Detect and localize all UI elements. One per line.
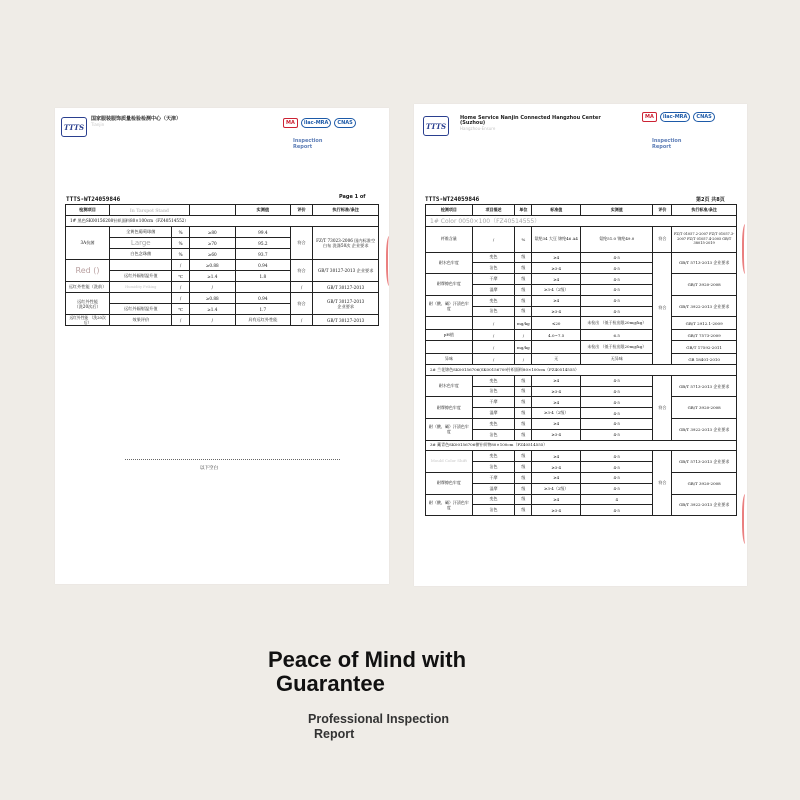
row-unit: 级 (515, 284, 532, 295)
row-item: 远红外性能（洗前） (66, 282, 110, 293)
col-header: 实测值 (235, 205, 290, 216)
row-unit: % (172, 227, 189, 238)
row-unit: 级 (515, 386, 532, 397)
stamp-line-1: Inspection (293, 138, 323, 144)
table-row (426, 341, 737, 354)
org-subtitle: Hangzhou-Ensure (460, 126, 496, 131)
row-unit: % (172, 238, 189, 249)
row-unit: 级 (515, 462, 532, 473)
row-val: 未检出 （低于检出限20mg/kg） (581, 317, 653, 330)
row-req: ≥80 (189, 227, 235, 238)
table-row (66, 315, 379, 326)
table-row (426, 397, 737, 408)
row-sub: 变色 (472, 418, 515, 429)
row-req: 4.0~7.5 (532, 330, 581, 341)
row-req: ≥4 (532, 397, 581, 408)
col-header: 项目描述 (472, 205, 515, 216)
row-item (426, 341, 473, 354)
row-sub: 干摩 (472, 472, 515, 483)
row-req: ≥0.88 (189, 293, 235, 304)
row-std: GB 18401-2010 (672, 354, 737, 365)
col-header: 执行标准/条注 (313, 205, 379, 216)
row-unit: 级 (515, 274, 532, 285)
row-unit: / (172, 315, 189, 326)
row-req: / (189, 315, 235, 326)
row-sub: 湿摩 (472, 408, 515, 419)
inspection-report-page-1 (55, 108, 389, 584)
row-eval: 符合 (653, 451, 672, 516)
subheadline-line-2: Report (314, 727, 355, 741)
row-std: FZ/T 73023-2006 国内标准空白布 洗涤50次 企业要求 (313, 227, 379, 260)
org-header (91, 117, 231, 127)
certification-marks (642, 112, 715, 122)
org-name: 国家服装服饰质量检验检测中心（天津） (91, 116, 182, 122)
row-std: GB/T 30127-2013 (326, 298, 365, 304)
row-val: 4-5 (581, 306, 653, 317)
row-req: ≥60 (189, 249, 235, 260)
row-req: ≤20 (532, 317, 581, 330)
table-end-divider (125, 459, 340, 460)
ttts-logo: TTTS (61, 117, 87, 137)
table-row (66, 293, 379, 304)
row-sub: Large (110, 238, 172, 249)
row-unit: / (515, 330, 532, 341)
section-row (426, 440, 737, 451)
row-std: GB/T 3922-2013 企业要求 (672, 295, 737, 317)
row-unit: % (172, 249, 189, 260)
row-unit: 级 (515, 263, 532, 274)
row-sub: 沾色 (472, 462, 515, 473)
row-std: 企业要求 (337, 303, 355, 309)
row-val: 99.4 (235, 227, 290, 238)
section-label: 2# 兰花锦色SK00156706(SK00156709针织面料80×100cm（FZ40514555） (426, 364, 737, 375)
row-item: 耐（酸、碱）汗渍色牢度 (426, 418, 473, 440)
row-sub: 沾色 (472, 306, 515, 317)
row-req: ≥3-4 (532, 429, 581, 440)
page-indicator: 第2页 共8页 (696, 197, 725, 203)
row-unit: / (515, 354, 532, 365)
row-sub (110, 260, 172, 271)
row-item: 耐（酸、碱）汗渍色牢度 (426, 494, 473, 516)
row-val: 4-5 (581, 462, 653, 473)
row-std: GB/T 5713-2013 企业要求 (672, 252, 737, 274)
row-sub: / (472, 226, 515, 252)
row-req: ≥4 (532, 472, 581, 483)
stamp-line-2: Report (293, 144, 313, 150)
row-std: GB/T 30127-2013 企业要求 (313, 260, 379, 282)
section-row (426, 364, 737, 375)
inspection-table (65, 204, 379, 326)
row-sub: 干摩 (472, 274, 515, 285)
row-sub: 白色念珠菌 (110, 249, 172, 260)
end-note: 以下空白 (200, 466, 218, 471)
row-unit: / (172, 260, 189, 271)
row-req: ≥3-4 (532, 263, 581, 274)
row-req: ≥4 (532, 252, 581, 263)
row-item: 远红外性能 （洗20次后） (66, 315, 110, 326)
row-unit: % (515, 226, 532, 252)
headline-line-2: Guarantee (276, 671, 385, 696)
row-std: GB/T 30127-2013 (313, 315, 379, 326)
cnas-cert-icon: CNAS (334, 118, 355, 128)
row-val (235, 282, 290, 293)
row-val: 未检出 （低于检出限20mg/kg） (581, 341, 653, 354)
row-unit: 级 (515, 429, 532, 440)
row-std: GB/T 3922-2013 企业要求 (672, 494, 737, 516)
row-req: ≥4 (532, 451, 581, 462)
row-item: 耐摩擦色牢度 (426, 472, 473, 494)
row-unit: mg/kg (515, 317, 532, 330)
row-val: 1.8 (235, 271, 290, 282)
row-item: 远红外性能 (77, 298, 99, 304)
row-req: ≥0.88 (189, 260, 235, 271)
row-std: GB/T 7573-2009 (672, 330, 737, 341)
row-req: / (189, 282, 235, 293)
table-row (426, 330, 737, 341)
row-eval: / (290, 282, 313, 293)
org-english: Tianjin (91, 122, 105, 127)
row-val: 具有远红外性能 (235, 315, 290, 326)
row-unit: 级 (515, 252, 532, 263)
row-val: 4-5 (581, 451, 653, 462)
row-eval: 符合 (290, 227, 313, 260)
row-req: ≥4 (532, 494, 581, 505)
row-sub: 干摩 (472, 397, 515, 408)
row-sub: 湿摩 (472, 483, 515, 494)
col-header: 执行标准/条注 (672, 205, 737, 216)
row-sub: 沾色 (472, 386, 515, 397)
col-header: 实测值 (581, 205, 653, 216)
row-item: 纤维含量 (426, 226, 473, 252)
row-sub: 变色 (472, 375, 515, 386)
col-header: In Tarspot Stand (110, 205, 190, 216)
row-req: ≥4 (532, 418, 581, 429)
table-row (426, 295, 737, 306)
row-val: 4-5 (581, 263, 653, 274)
row-req: ≥3-4（2级） (532, 408, 581, 419)
row-req: ≥1.4 (189, 271, 235, 282)
row-val: 4-5 (581, 429, 653, 440)
row-std: GB/T 3922-2013 企业要求 (672, 418, 737, 440)
row-sub: / (472, 354, 515, 365)
row-val: 4-5 (581, 284, 653, 295)
ilac-cert-icon: ilac-MRA (301, 118, 332, 128)
row-sub: 沾色 (472, 263, 515, 274)
headline (236, 648, 566, 696)
table-row (426, 375, 737, 386)
row-eval: 符合 (653, 252, 672, 364)
row-item: pH值 (426, 330, 473, 341)
row-req: ≥3-4（2级） (532, 483, 581, 494)
table-row (66, 282, 379, 293)
row-val: 无异味 (581, 354, 653, 365)
ma-cert-icon: MA (642, 112, 657, 122)
table-row (66, 260, 379, 271)
subheadline (308, 712, 508, 742)
subheadline-line-1: Professional Inspection (308, 712, 450, 726)
row-unit: 级 (515, 451, 532, 462)
row-val: 4-5 (581, 295, 653, 306)
col-header: 检测项目 (426, 205, 473, 216)
row-req: ≥4 (532, 375, 581, 386)
row-item: Red () (66, 260, 110, 282)
row-item: 耐水色牢度 (426, 375, 473, 397)
row-val: 6.5 (581, 330, 653, 341)
table-row (426, 472, 737, 483)
section-label: 3# 藏青色SK00156706棉针织物80×100cm（FZ40514555） (426, 440, 737, 451)
row-req: ≥4 (532, 274, 581, 285)
row-req: ≥3-4（2级） (532, 284, 581, 295)
row-sub: 沾色 (472, 505, 515, 516)
org-header (460, 116, 610, 131)
row-unit: ℃ (172, 304, 189, 315)
row-req (532, 341, 581, 354)
section-label: 1# 黑色SK00156208针织面料80×100cm（FZ40514552） (66, 216, 379, 227)
row-unit: 级 (515, 483, 532, 494)
row-sub: Humidity Friking (110, 282, 172, 293)
table-row (426, 354, 737, 365)
row-val: 4-5 (581, 252, 653, 263)
row-unit: 级 (515, 306, 532, 317)
row-unit: mg/kg (515, 341, 532, 354)
cnas-cert-icon: CNAS (693, 112, 714, 122)
table-row (426, 226, 737, 252)
headline-line-1: Peace of Mind with (268, 647, 467, 672)
row-val: 0.94 (235, 293, 290, 304)
row-item: 3A抗菌 (66, 227, 110, 260)
row-unit: / (172, 293, 189, 304)
row-val: 4-5 (581, 386, 653, 397)
row-std: GB/T 5713-2013 企业要求 (672, 451, 737, 473)
seal-edge-mark (742, 224, 750, 274)
page-indicator: Page 1 of (339, 194, 366, 200)
col-header (189, 205, 235, 216)
table-row (426, 451, 737, 462)
row-sub: 变色 (472, 451, 515, 462)
certification-marks (283, 118, 356, 128)
row-sub: 变色 (472, 252, 515, 263)
row-std: GB/T 5713-2013 企业要求 (672, 375, 737, 397)
row-item: 耐水色牢度 (426, 252, 473, 274)
row-sub: / (472, 330, 515, 341)
row-unit: 级 (515, 408, 532, 419)
row-req: ≥4 (532, 295, 581, 306)
table-row (426, 418, 737, 429)
table-row (426, 317, 737, 330)
row-std: GB/T 3920-2008 (672, 472, 737, 494)
row-std: GB/T 17592-2011 (672, 341, 737, 354)
row-val: 氨纶51.0 锦纶49.0 (581, 226, 653, 252)
row-sub: 效果评价 (110, 315, 172, 326)
ilac-cert-icon: ilac-MRA (660, 112, 691, 122)
row-item (426, 317, 473, 330)
table-row (426, 252, 737, 263)
section-label: 1# Color 0050×100（FZ40514555） (426, 215, 737, 226)
row-item: 耐摩擦色牢度 (426, 397, 473, 419)
row-unit: 级 (515, 295, 532, 306)
table-row (66, 227, 379, 238)
inspection-report-page-2 (414, 104, 747, 586)
row-req: ≥3-4 (532, 462, 581, 473)
row-val: 4-5 (581, 505, 653, 516)
row-eval: 符合 (653, 375, 672, 440)
section-row (66, 216, 379, 227)
ma-cert-icon: MA (283, 118, 298, 128)
row-sub: / (472, 317, 515, 330)
col-header: 评价 (290, 205, 313, 216)
table-header-row (426, 205, 737, 216)
row-std: GB/T 3920-2008 (672, 274, 737, 296)
row-req: ≥1.4 (189, 304, 235, 315)
row-val: 4-5 (581, 397, 653, 408)
row-eval: 符合 (653, 226, 672, 252)
row-unit: 级 (515, 472, 532, 483)
row-req: ≥3-4 (532, 505, 581, 516)
table-row (426, 494, 737, 505)
row-unit: 级 (515, 505, 532, 516)
row-eval: 符合 (290, 260, 313, 282)
row-req: ≥3-4 (532, 386, 581, 397)
row-unit: 级 (515, 418, 532, 429)
row-item: 耐（酸、碱）汗渍色牢度 (426, 295, 473, 317)
row-val: 1.7 (235, 304, 290, 315)
col-header: 标准值 (532, 205, 581, 216)
ttts-logo: TTTS (423, 116, 449, 136)
row-sub: 沾色 (472, 429, 515, 440)
row-std: GB/T 3920-2008 (672, 397, 737, 419)
col-header: 单位 (515, 205, 532, 216)
report-stamp (293, 138, 322, 150)
stamp-line-1: Inspection (652, 138, 682, 144)
col-header: 检测项目 (66, 205, 110, 216)
row-val: 4-5 (581, 274, 653, 285)
report-number: TTTS-WT24059846 (425, 196, 480, 203)
row-unit: ℃ (172, 271, 189, 282)
row-req: 氨纶34 大豆 锦纶46 A4 (532, 226, 581, 252)
table-header-row (66, 205, 379, 216)
row-val: 4 (581, 494, 653, 505)
row-sub: 全黄色葡萄球菌 (110, 227, 172, 238)
row-val: 0.94 (235, 260, 290, 271)
row-val: 4-5 (581, 483, 653, 494)
row-unit: 级 (515, 375, 532, 386)
seal-edge-mark (386, 236, 394, 286)
row-req: ≥70 (189, 238, 235, 249)
row-item: Mould Color Shift (426, 451, 473, 473)
row-val: 95.2 (235, 238, 290, 249)
row-unit: 级 (515, 494, 532, 505)
row-item: （洗20次后） (74, 303, 101, 309)
row-item: 异味 (426, 354, 473, 365)
table-row (426, 274, 737, 285)
org-name: Home Service Nanjin Connected Hangzhou Center (Suzhou) (460, 115, 601, 126)
row-sub: 变色 (472, 295, 515, 306)
row-val: 4-5 (581, 408, 653, 419)
row-unit: 级 (515, 397, 532, 408)
row-val: 4-5 (581, 375, 653, 386)
row-eval: / (290, 315, 313, 326)
row-req: 无 (532, 354, 581, 365)
report-stamp (652, 138, 681, 150)
section-row (426, 215, 737, 226)
row-sub: 远红外辐射温升值 (110, 271, 172, 282)
col-header: 评价 (653, 205, 672, 216)
row-std: FZ/T 01057.2-2007 FZ/T 01057.3-2007 FZ/T 01057.4-2005 GB/T 38015-2019 (672, 226, 737, 252)
row-sub (110, 293, 172, 304)
row-sub: 湿摩 (472, 284, 515, 295)
row-val: 4-5 (581, 472, 653, 483)
report-number: TTTS-WT24059846 (66, 196, 121, 203)
row-sub: / (472, 341, 515, 354)
row-item: 耐摩擦色牢度 (426, 274, 473, 296)
seal-edge-mark (742, 494, 750, 544)
row-std: GB/T 2912.1-2009 (672, 317, 737, 330)
row-val: 4-5 (581, 418, 653, 429)
row-req: ≥3-4 (532, 306, 581, 317)
row-eval: 符合 (290, 293, 313, 315)
row-unit: / (172, 282, 189, 293)
row-std: GB/T 30127-2013 (313, 282, 379, 293)
row-sub: 远红外辐射温升值 (110, 304, 172, 315)
row-sub: 变色 (472, 494, 515, 505)
stamp-line-2: Report (652, 144, 672, 150)
row-val: 93.7 (235, 249, 290, 260)
inspection-table (425, 204, 737, 516)
